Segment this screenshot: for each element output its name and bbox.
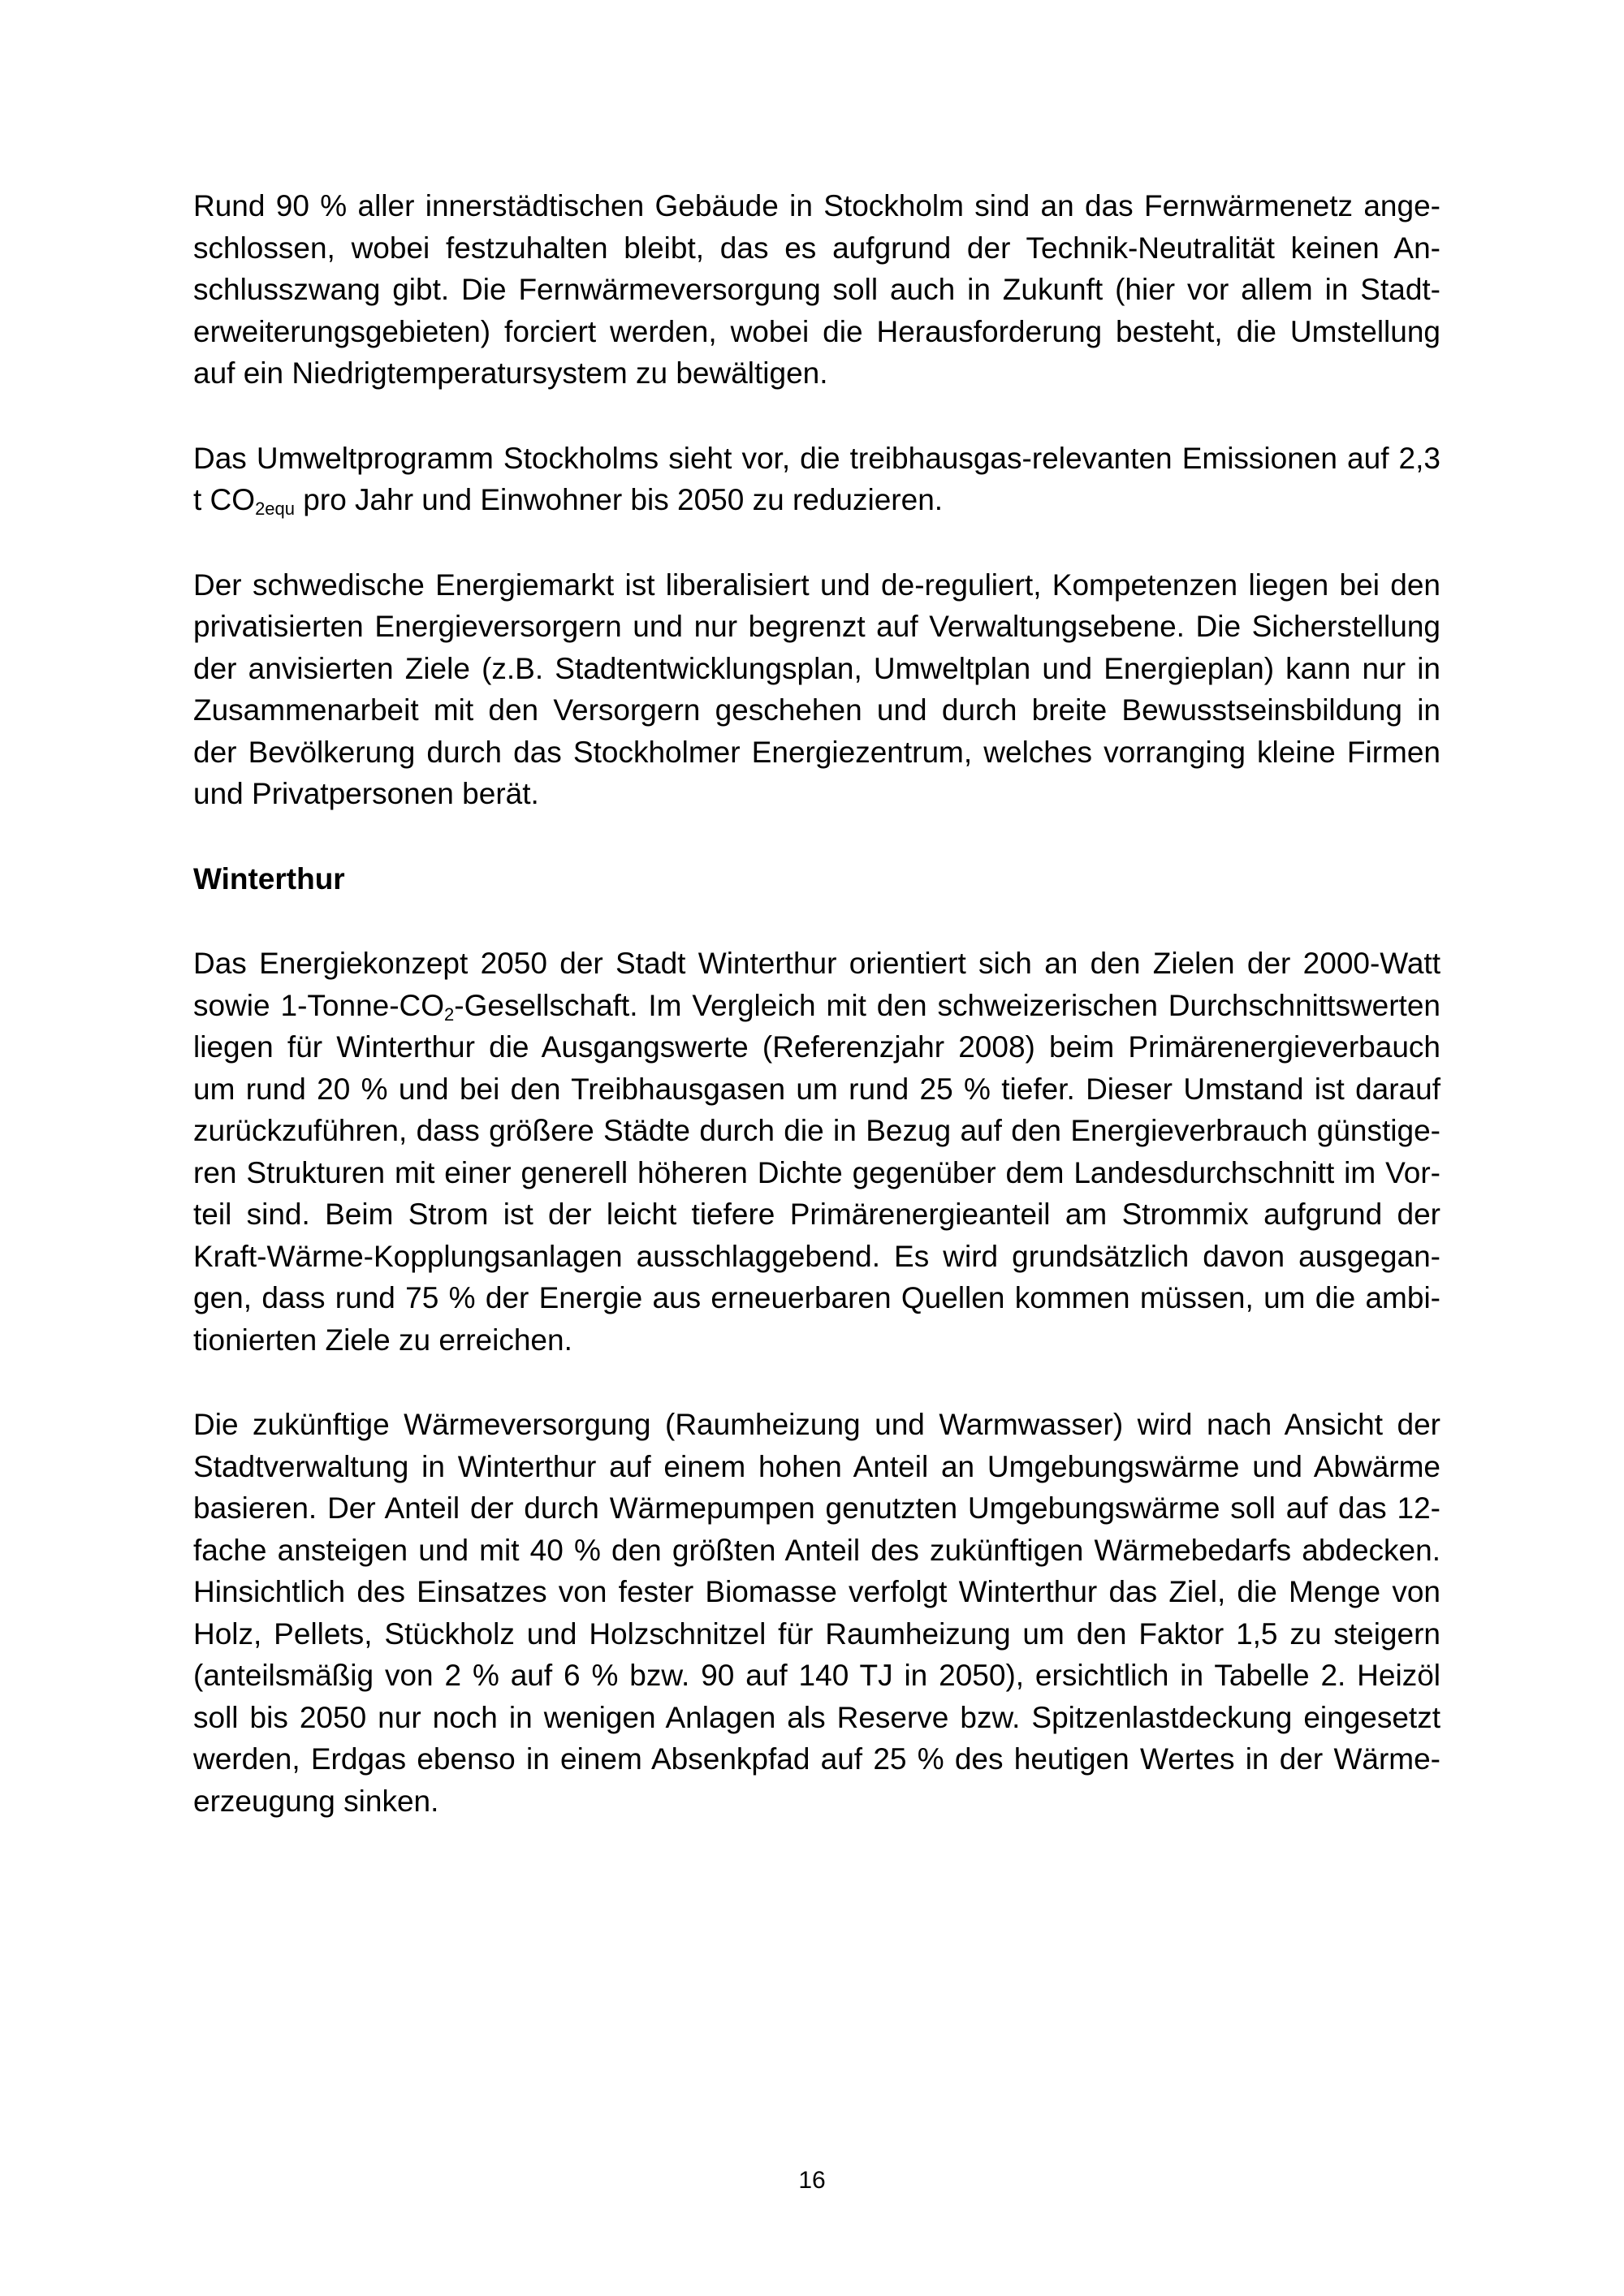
text-line: ren Strukturen mit einer generell höheren Dichte gegenüber dem Landesdurchschnitt im Vor-	[193, 1155, 1440, 1189]
text-line: der Bevölkerung durch das Stockholmer Energiezentrum, welches vorranging kleine Firmen	[193, 735, 1440, 769]
section-heading-winterthur: Winterthur	[193, 861, 345, 896]
text-line: auf ein Niedrigtemperatursystem zu bewältigen.	[193, 356, 828, 390]
subscript: 2	[444, 1003, 455, 1025]
page-number: 16	[798, 2167, 826, 2194]
text-line: zurückzuführen, dass größere Städte durch die in Bezug auf den Energieverbrauch günstige-	[193, 1114, 1440, 1147]
text-line: teil sind. Beim Strom ist der leicht tiefere Primärenergieanteil am Strommix aufgrund der	[193, 1198, 1440, 1231]
text-line: liegen für Winterthur die Ausgangswerte (Referenzjahr 2008) beim Primärenergieverbauch	[193, 1030, 1440, 1064]
text-line: schlusszwang gibt. Die Fernwärmeversorgung soll auch in Zukunft (hier vor allem in Stadt-	[193, 273, 1440, 306]
text-line: basieren. Der Anteil der durch Wärmepumpen genutzten Umgebungswärme soll auf das 12-	[193, 1491, 1440, 1525]
text-line: Zusammenarbeit mit den Versorgern geschehen und durch breite Bewusstseinsbildung in	[193, 693, 1440, 727]
text-line: werden, Erdgas ebenso in einem Absenkpfad auf 25 % des heutigen Wertes in der Wärme-	[193, 1742, 1440, 1776]
text-line: Das Umweltprogramm Stockholms sieht vor, die treibhausgas-relevanten Emissionen auf 2,3	[193, 441, 1440, 475]
text-line: Die zukünftige Wärmeversorgung (Raumheizung und Warmwasser) wird nach Ansicht der	[193, 1408, 1440, 1441]
text-line	[193, 479, 1440, 521]
text-line: Das Energiekonzept 2050 der Stadt Winterthur orientiert sich an den Zielen der 2000-Watt	[193, 947, 1440, 980]
text-line: Der schwedische Energiemarkt ist liberalisiert und de-reguliert, Kompetenzen liegen bei den	[193, 568, 1440, 602]
text-line: Hinsichtlich des Einsatzes von fester Biomasse verfolgt Winterthur das Ziel, die Menge von	[193, 1575, 1440, 1608]
paragraph-energy-market	[193, 564, 1440, 815]
paragraph-winterthur-concept	[193, 943, 1440, 1361]
text-line: und Privatpersonen berät.	[193, 777, 539, 810]
paragraph-district-heating	[193, 185, 1440, 395]
text-fragment: pro Jahr und Einwohner bis 2050 zu reduzieren.	[295, 483, 944, 516]
text-line: tionierten Ziele zu erreichen.	[193, 1323, 572, 1357]
text-fragment: -Gesellschaft. Im Vergleich mit den schweizerischen Durchschnittswerten	[454, 988, 1440, 1022]
subscript: 2equ	[255, 498, 296, 519]
text-line	[193, 985, 1440, 1027]
text-line: soll bis 2050 nur noch in wenigen Anlagen als Reserve bzw. Spitzenlastdeckung eingesetzt	[193, 1700, 1440, 1734]
text-line: Kraft-Wärme-Kopplungsanlagen ausschlaggebend. Es wird grundsätzlich davon ausgegan-	[193, 1239, 1440, 1273]
text-line: privatisierten Energieversorgern und nur begrenzt auf Verwaltungsebene. Die Sicherstellung	[193, 610, 1440, 643]
page-content	[193, 185, 1440, 1822]
text-fragment: sowie 1-Tonne-CO	[193, 988, 445, 1022]
text-line: Stadtverwaltung in Winterthur auf einem hohen Anteil an Umgebungswärme und Abwärme	[193, 1449, 1440, 1483]
text-line: um rund 20 % und bei den Treibhausgasen um rund 25 % tiefer. Dieser Umstand ist darauf	[193, 1072, 1440, 1106]
text-fragment: t CO	[193, 483, 256, 516]
text-line: gen, dass rund 75 % der Energie aus erneuerbaren Quellen kommen müssen, um die ambi-	[193, 1281, 1440, 1314]
text-line: schlossen, wobei festzuhalten bleibt, das es aufgrund der Technik-Neutralität keinen An-	[193, 231, 1440, 265]
paragraph-winterthur-heat-supply	[193, 1404, 1440, 1822]
paragraph-co2-target	[193, 438, 1440, 521]
text-line: der anvisierten Ziele (z.B. Stadtentwicklungsplan, Umweltplan und Energieplan) kann nur in	[193, 651, 1440, 685]
text-line: erweiterungsgebieten) forciert werden, wobei die Herausforderung besteht, die Umstellung	[193, 314, 1440, 348]
text-line: (anteilsmäßig von 2 % auf 6 % bzw. 90 auf 140 TJ in 2050), ersichtlich in Tabelle 2. Heizöl	[193, 1659, 1440, 1692]
text-line: fache ansteigen und mit 40 % den größten Anteil des zukünftigen Wärmebedarfs abdecken.	[193, 1533, 1440, 1567]
text-line: Rund 90 % aller innerstädtischen Gebäude in Stockholm sind an das Fernwärmenetz ange-	[193, 189, 1440, 222]
text-line: erzeugung sinken.	[193, 1784, 439, 1818]
text-line: Holz, Pellets, Stückholz und Holzschnitzel für Raumheizung um den Faktor 1,5 zu steigern	[193, 1616, 1440, 1651]
